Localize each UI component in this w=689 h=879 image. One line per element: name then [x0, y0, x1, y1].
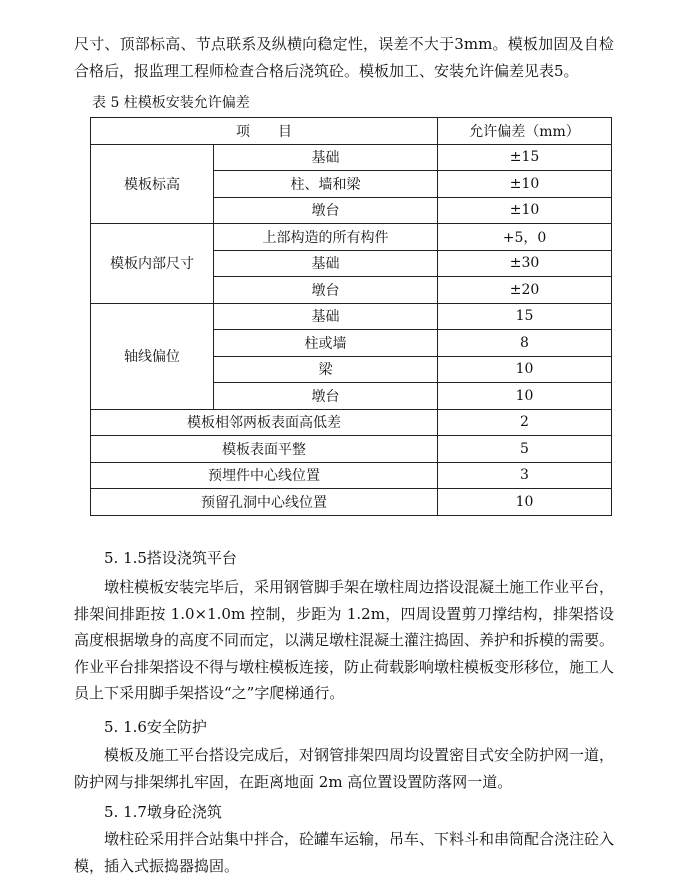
sub-item-cell: 梁: [214, 356, 438, 383]
table-header-row: [91, 118, 612, 145]
value-cell: ±15: [438, 144, 612, 171]
value-cell: 10: [438, 383, 612, 410]
table-row: [91, 489, 612, 516]
value-cell: ±10: [438, 171, 612, 198]
section-heading: 5. 1.5搭设浇筑平台: [104, 549, 237, 567]
sub-item-cell: 墩台: [214, 197, 438, 224]
header-tolerance-cell: 允许偏差（mm）: [438, 118, 612, 145]
value-cell: 3: [438, 462, 612, 489]
single-item-cell: 预留孔洞中心线位置: [91, 489, 438, 516]
sub-item-cell: 柱、墙和梁: [214, 171, 438, 198]
section-heading: 5. 1.7墩身砼浇筑: [104, 803, 222, 821]
value-cell: +5，0: [438, 224, 612, 251]
value-cell: ±30: [438, 250, 612, 277]
sub-item-cell: 基础: [214, 250, 438, 277]
section-body: 模板及施工平台搭设完成后，对钢管排架四周均设置密目式安全防护网一道，防护网与排架绑扎牢固，在距离地面 2m 高位置设置防落网一道。: [74, 746, 615, 791]
single-item-cell: 模板表面平整: [91, 436, 438, 463]
table-row: [91, 224, 612, 251]
sub-item-cell: 基础: [214, 144, 438, 171]
tolerance-table: [90, 117, 612, 516]
value-cell: ±10: [438, 197, 612, 224]
sub-item-cell: 上部构造的所有构件: [214, 224, 438, 251]
intro-paragraph: 尺寸、顶部标高、节点联系及纵横向稳定性，误差不大于3mm。模板加固及自检合格后，报监理工程师检查合格后浇筑砼。模板加工、安装允许偏差见表5。: [74, 35, 614, 80]
value-cell: 8: [438, 330, 612, 357]
table-row: [91, 462, 612, 489]
group-name-cell: 轴线偏位: [91, 303, 214, 409]
value-cell: 10: [438, 489, 612, 516]
group-name-cell: 模板内部尺寸: [91, 224, 214, 304]
value-cell: ±20: [438, 277, 612, 304]
table-row: [91, 409, 612, 436]
value-cell: 10: [438, 356, 612, 383]
single-item-cell: 预埋件中心线位置: [91, 462, 438, 489]
section-heading: 5. 1.6安全防护: [104, 718, 207, 736]
table-row: [91, 144, 612, 171]
group-name-cell: 模板标高: [91, 144, 214, 224]
section-body: 墩柱砼采用拌合站集中拌合，砼罐车运输，吊车、下料斗和串筒配合浇注砼入模，插入式振捣器捣固。: [74, 830, 615, 875]
value-cell: 5: [438, 436, 612, 463]
sub-item-cell: 墩台: [214, 383, 438, 410]
sub-item-cell: 基础: [214, 303, 438, 330]
table-row: [91, 436, 612, 463]
sub-item-cell: 墩台: [214, 277, 438, 304]
value-cell: 15: [438, 303, 612, 330]
sub-item-cell: 柱或墙: [214, 330, 438, 357]
value-cell: 2: [438, 409, 612, 436]
section-body: 墩柱模板安装完毕后，采用钢管脚手架在墩柱周边搭设混凝土施工作业平台，排架间排距按 1.0×1.0m 控制，步距为 1.2m，四周设置剪刀撑结构，排架搭设高度根据墩身的高度不同而定，以满足墩柱混凝土灌注捣固、养护和拆模的需要。作业平台排架搭设不得与墩柱模板连接，防止荷载影响墩柱模板变形移位，施工人员上下采用脚手架搭设“之”字爬梯通行。: [74, 578, 615, 702]
table-row: [91, 303, 612, 330]
header-item-cell: 项 目: [91, 118, 438, 145]
table-caption: 表 5 柱模板安装允许偏差: [92, 95, 250, 111]
single-item-cell: 模板相邻两板表面高低差: [91, 409, 438, 436]
